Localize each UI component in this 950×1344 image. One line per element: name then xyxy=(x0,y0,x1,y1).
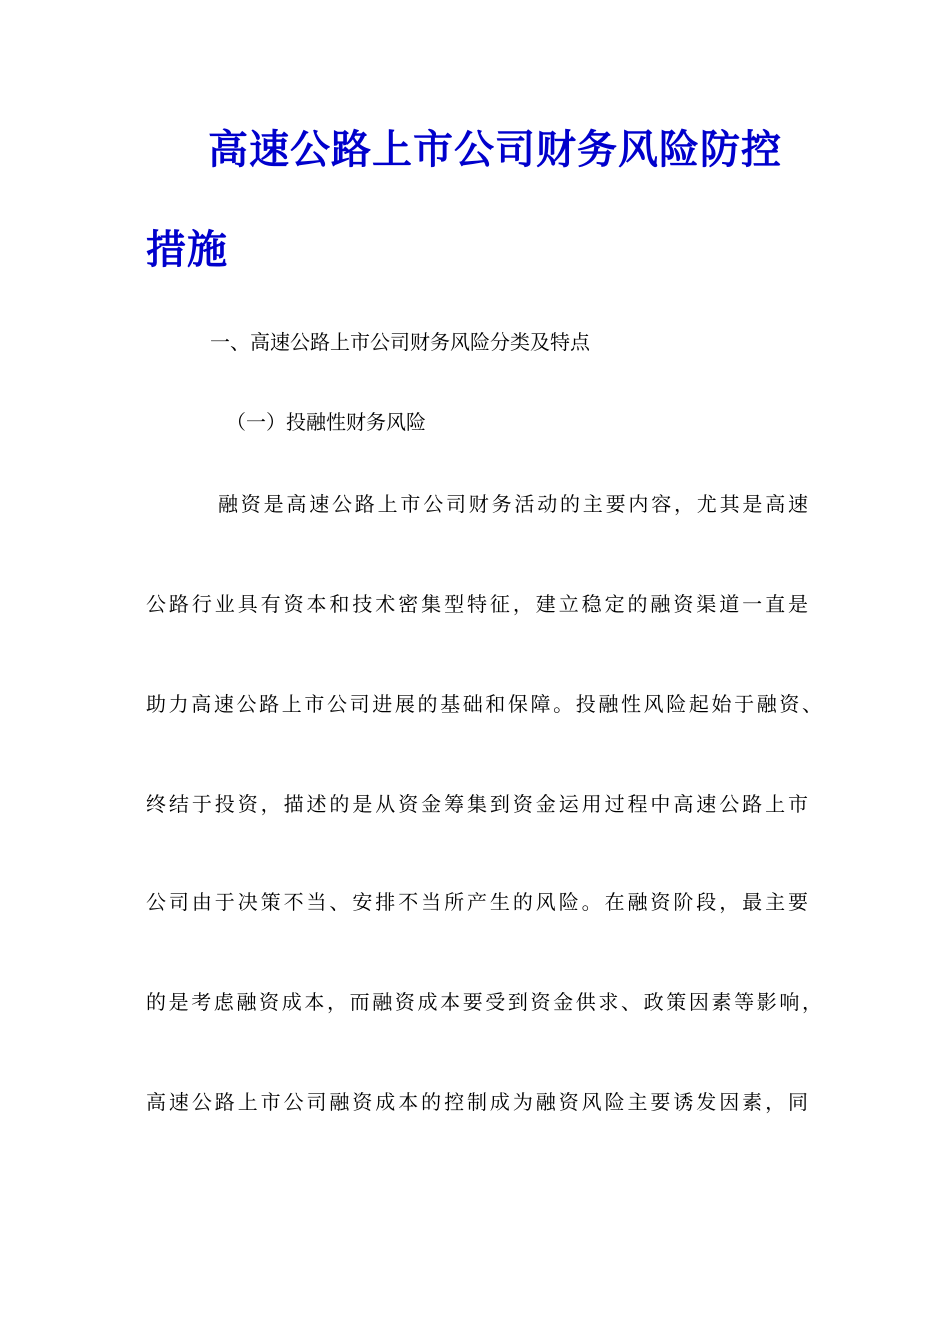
paragraph-line-5: 公司由于决策不当、安排不当所产生的风险。在融资阶段，最主要 xyxy=(146,890,808,914)
section-heading: 一、高速公路上市公司财务风险分类及特点 xyxy=(210,330,590,354)
paragraph-line-2: 公路行业具有资本和技术密集型特征，建立稳定的融资渠道一直是 xyxy=(146,592,808,616)
paragraph-line-6: 的是考虑融资成本，而融资成本要受到资金供求、政策因素等影响， xyxy=(146,990,822,1014)
subsection-heading: （一）投融性财务风险 xyxy=(226,410,426,434)
paragraph-line-1: 融资是高速公路上市公司财务活动的主要内容，尤其是高速 xyxy=(218,492,808,516)
paragraph-line-4: 终结于投资，描述的是从资金筹集到资金运用过程中高速公路上市 xyxy=(146,792,808,816)
paragraph-line-3: 助力高速公路上市公司进展的基础和保障。投融性风险起始于融资、 xyxy=(146,692,822,716)
document-title-line-1: 高速公路上市公司财务风险防控 xyxy=(208,126,782,173)
paragraph-line-7: 高速公路上市公司融资成本的控制成为融资风险主要诱发因素，同 xyxy=(146,1090,808,1114)
document-title-line-2: 措施 xyxy=(146,226,228,273)
